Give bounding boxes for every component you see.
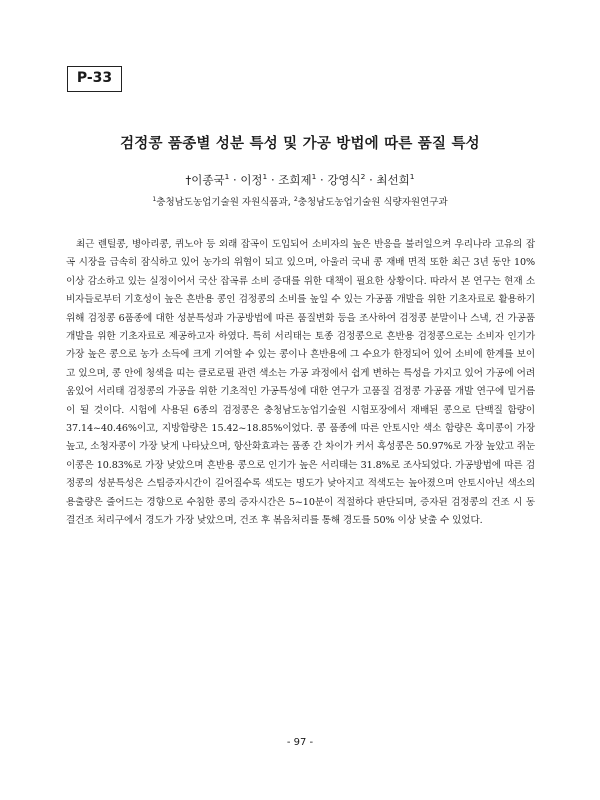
paper-title: 검정콩 품종별 성분 특성 및 가공 방법에 따른 품질 특성 [120,136,480,152]
affiliation: $^2$충청남도농업기술원 식량자원연구과 [293,195,448,208]
author: 이정$^1$ [240,172,268,187]
author: 조희제$^1$ [278,172,317,187]
author: 최선희$^1$ [376,172,415,187]
author-list: †이종국$^1$ · 이정$^1$ · 조희제$^1$ · 강영식$^2$ · 최선희$^1$ [185,172,415,187]
author: 강영식$^2$ [327,172,366,187]
abstract-code-label: P-33 [67,66,122,92]
affiliation: $^1$충청남도농업기술원 자원식품과, [152,195,291,208]
author: †이종국$^1$ [185,172,230,187]
abstract-body: 최근 렌틸콩, 병아리콩, 퀴노아 등 외래 잡곡이 도입되어 소비자의 높은 반응을 불러일으켜 우리나라 고유의 잡곡 시장을 급속히 잠식하고 있어 농가의 위협이 되고 있으며, 아울러 국내 콩 재배 면적 또한 최근 3년 동안 10% 이상 감소하고 있는 실정이어서 국산 잡곡류 소비 증대를 위한 대책이 필요한 상황이다. 따라서 본 연구는 현재 소비자들로부터 기호성이 높은 흔반용 콩인 검정콩의 소비를 높일 수 있는 가공품 개발을 위한 기초자료로 활용하기 위해 검정콩 6품종에 대한 성분특성과 가공방법에 따른 품질변화 등을 조사하여 검정콩 분말이나 스낵, 건 가공품 개발을 위한 기초자료로 제공하고자 하였다. 특히 서리태는 토종 검정콩으로 흔반용 검정콩으로는 소비자 인기가 가장 높은 콩으로 농가 소득에 크게 기여할 수 있는 콩이나 흔반용에 그 수요가 한정되어 있어 소비에 한계를 보이고 있으며, 콩 안에 청색을 띠는 클로로필 관련 색소는 가공 과정에서 쉽게 변하는 특성을 가지고 있어 가공에 어려움있어 서리태 검정콩의 가공을 위한 기초적인 가공특성에 대한 연구가 고품질 검정콩 가공품 개발 연구에 밑거름이 될 것이다. 시험에 사용된 6종의 검정콩은 충청남도농업기술원 시험포장에서 재배된 콩으로 단백질 함량이 37.14~40.46%이고, 지방함량은 15.42~18.85%이었다. 콩 품종에 따른 안토시안 색소 함량은 흑미콩이 가장 높고, 소청자콩이 가장 낮게 나타났으며, 항산화효과는 품종 간 차이가 커서 흑성콩은 50.97%로 가장 높았고 쥐눈이콩은 10.83%로 가장 낮았으며 흔반용 콩으로 인기가 높은 서리태는 31.8%로 조사되었다. 가공방법에 따른 검정콩의 성분특성은 스팀증자시간이 길어질수록 색도는 명도가 낮아지고 적색도는 높아졌으며 안토시아닌 색소의 용출량은 줄어드는 경향으로 수침한 콩의 증자시간은 5~10분이 적절하다 판단되며, 증자된 검정콩의 건조 시 동결건조 처리구에서 경도가 가장 낮았으며, 건조 후 볶음처리를 통해 경도를 50% 이상 낮출 수 있었다. [66,239,535,527]
affiliation-line [0,194,600,208]
page-number: - 97 - [286,737,314,748]
